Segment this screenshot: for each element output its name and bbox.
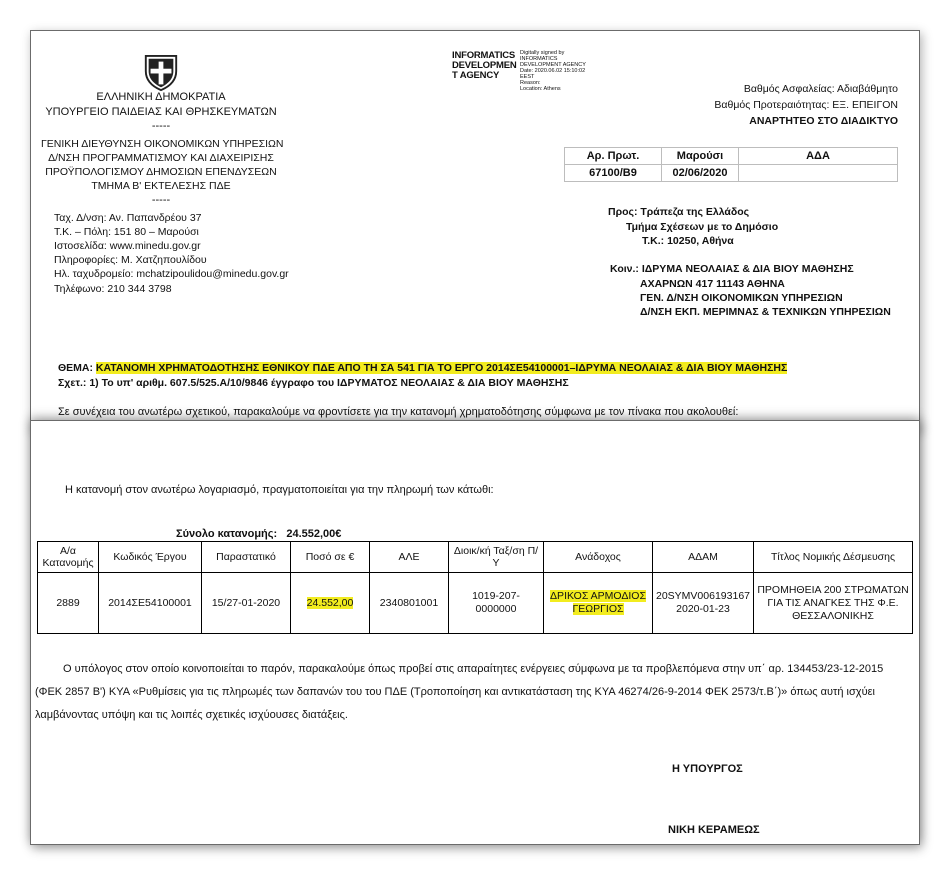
posting-note: ΑΝΑΡΤΗΤΕΟ ΣΤΟ ΔΙΑΔΙΚΤΥΟ [749,115,898,127]
protocol-date: 02/06/2020 [662,165,739,182]
recipient-cc-line: ΑΧΑΡΝΩΝ 417 11143 ΑΘΗΝΑ [640,278,785,290]
recipient-cc-line: ΓΕΝ. Δ/ΝΣΗ ΟΙΚΟΝΟΜΙΚΩΝ ΥΠΗΡΕΣΙΩΝ [640,292,843,304]
commitment-title-cell [754,573,913,634]
amount-value: 24.552,00 [306,596,354,609]
column-header: Ανάδοχος [544,542,653,573]
protocol-number: 67100/Β9 [565,165,662,182]
commitment-title-line: ΠΡΟΜΗΘΕΙΑ 200 ΣΤΡΩΜΑΤΩΝ [757,583,909,596]
protocol-header: Αρ. Πρωτ. [565,148,662,165]
document-page-1 [30,30,920,430]
table-row [38,573,913,634]
digital-signature-stamp [452,51,517,81]
priority-level: Βαθμός Προτεραιότητας: ΕΞ. ΕΠΕΙΓΟΝ [714,99,898,111]
republic-name: ΕΛΛΗΝΙΚΗ ΔΗΜΟΚΡΑΤΙΑ [96,91,226,103]
signer-name: ΝΙΚΗ ΚΕΡΑΜΕΩΣ [668,824,760,836]
commitment-title-line: ΓΙΑ ΤΙΣ ΑΝΑΓΚΕΣ ΤΗΣ Φ.Ε. [767,596,899,609]
subject-line [58,361,787,375]
directorate-line: ΓΕΝΙΚΗ ΔΙΕΥΘΥΝΣΗ ΟΙΚΟΝΟΜΙΚΩΝ ΥΠΗΡΕΣΙΩΝ [41,138,284,150]
signature-title-line: INFORMATICS [452,50,516,61]
document-page-2 [30,420,920,845]
directorate-line: Δ/ΝΣΗ ΠΡΟΓΡΑΜΜΑΤΙΣΜΟΥ ΚΑΙ ΔΙΑΧΕΙΡΙΣΗΣ [48,152,274,164]
contractor-name: ΓΕΩΡΓΙΟΣ [572,603,624,615]
signer-title: Η ΥΠΟΥΡΓΟΣ [672,763,743,775]
recipient-to-postcode: Τ.Κ.: 10250, Αθήνα [642,235,734,247]
signature-title-line: DEVELOPMEN [452,60,517,71]
recipient-cc-line: Δ/ΝΣΗ ΕΚΠ. ΜΕΡΙΜΝΑΣ & ΤΕΧΝΙΚΩΝ ΥΠΗΡΕΣΙΩΝ [640,306,891,318]
signature-detail: EEST [520,74,535,80]
document-ref: 15/27-01-2020 [202,573,291,634]
contact-info: Πληροφορίες: Μ. Χατζηπουλίδου [54,254,207,266]
column-header: Ποσό σε € [291,542,370,573]
contractor-name: ΔΡΙΚΟΣ ΑΡΜΟΔΙΟΣ [550,590,646,602]
intro-paragraph: Σε συνέχεια του ανωτέρω σχετικού, παρακαλούμε να φροντίσετε για την κατανομή χρηματοδότησης σύμφωνα με τον πίνακα που ακολουθεί: [58,406,739,418]
contact-postcode: Τ.Κ. – Πόλη: 151 80 – Μαρούσι [54,226,199,238]
directorate-line: ΠΡΟΫΠΟΛΟΓΙΣΜΟΥ ΔΗΜΟΣΙΩΝ ΕΠΕΝΔΥΣΕΩΝ [45,166,277,178]
signature-detail: DEVELOPMENT AGENCY [520,62,586,68]
security-level: Βαθμός Ασφαλείας: Αδιαβάθμητο [743,83,898,95]
project-code: 2014ΣΕ54100001 [99,573,202,634]
allocation-number: 2889 [38,573,99,634]
directorate-line: ΤΜΗΜΑ Β' ΕΚΤΕΛΕΣΗΣ ΠΔΕ [91,180,231,192]
body-paragraph: Ο υπόλογος στον οποίο κοινοποιείται το παρόν, παρακαλούμε όπως προβεί στις απαραίτητες ενέργειες σύμφωνα με τα προβλεπόμενα στην υπ΄ αρ. 134453/23-12-2015 (ΦΕΚ 2857 Β') ΚΥΑ «Ρυθμίσεις για τις πληρωμές των δαπανών του του ΠΔΕ (Τροποποίηση και αντικατάσταση της ΚΥΑ 46274/26-9-2014 ΦΕΚ 2573/τ.Β΄)» όπως αυτή ισχύει λαμβάνοντας υπόψη και τις λοιπές σχετικές ισχύουσες διατάξεις. [35,663,884,721]
digital-signature-details [520,50,586,92]
greek-coat-of-arms-icon [142,54,180,92]
contractor-cell [544,573,653,634]
ministry-name: ΥΠΟΥΡΓΕΙΟ ΠΑΙΔΕΙΑΣ ΚΑΙ ΘΡΗΣΚΕΥΜΑΤΩΝ [45,106,277,118]
separator: ----- [151,194,171,206]
column-header: Διοικ/κή Ταξ/ση Π/Υ [449,542,544,573]
signature-detail: Location: Athens [520,86,561,92]
subject-text: ΚΑΤΑΝΟΜΗ ΧΡΗΜΑΤΟΔΟΤΗΣΗΣ ΕΘΝΙΚΟΥ ΠΔΕ ΑΠΟ ΤΗ ΣΑ 541 ΓΙΑ ΤΟ ΕΡΓΟ 2014ΣΕ54100001–ΙΔΡΥΜΑ ΝΕΟΛΑΙΑΣ & ΔΙΑ ΒΙΟΥ ΜΑΘΗΣΗΣ [95,362,788,374]
total-allocation [176,527,341,541]
protocol-header: Μαρούσι [662,148,739,165]
allocation-table [37,541,913,634]
signature-title-line: T AGENCY [452,70,500,81]
column-header: Α/α Κατανομής [38,542,99,573]
signature-detail: Reason: [520,80,541,86]
column-header: ΑΛΕ [370,542,449,573]
contact-email: Ηλ. ταχυδρομείο: mchatzipoulidou@minedu.gov.gr [54,268,289,280]
amount-cell [291,573,370,634]
recipient-to: Προς: Τράπεζα της Ελλάδος [608,206,750,218]
protocol-ada [739,165,898,182]
adam-date: 2020-01-23 [676,603,730,615]
budget-code: 1019-207-0000000 [449,573,544,634]
contact-phone: Τηλέφωνο: 210 344 3798 [54,283,172,295]
protocol-header: ΑΔΑ [739,148,898,165]
column-header: ΑΔΑΜ [653,542,754,573]
adam-cell [653,573,754,634]
ale-code: 2340801001 [370,573,449,634]
column-header: Κωδικός Έργου [99,542,202,573]
recipient-to-dept: Τμήμα Σχέσεων με το Δημόσιο [626,221,779,233]
adam-code: 20SYMV006193167 [656,590,750,602]
signature-detail: Digitally signed by [520,50,565,56]
related-document: Σχετ.: 1) Το υπ' αριθμ. 607.5/525.Α/10/9846 έγγραφο του ΙΔΡΥΜΑΤΟΣ ΝΕΟΛΑΙΑΣ & ΔΙΑ ΒΙΟΥ ΜΑΘΗΣΗΣ [58,377,569,389]
signature-detail: Date: 2020.06.02 15:10:02 [520,68,586,74]
allocation-intro: Η κατανομή στον ανωτέρω λογαριασμό, πραγματοποιείται για την πληρωμή των κάτωθι: [65,484,494,496]
column-header: Παραστατικό [202,542,291,573]
total-label: Σύνολο κατανομής: [176,528,278,540]
protocol-table [564,147,898,182]
subject-label: ΘΕΜΑ: [58,362,93,374]
commitment-title-line: ΘΕΣΣΑΛΟΝΙΚΗΣ [792,609,874,622]
signature-detail: INFORMATICS [520,56,558,62]
column-header: Τίτλος Νομικής Δέσμευσης [754,542,913,573]
recipient-cc: Κοιν.: ΙΔΡΥΜΑ ΝΕΟΛΑΙΑΣ & ΔΙΑ ΒΙΟΥ ΜΑΘΗΣΗΣ [610,263,854,275]
contact-website: Ιστοσελίδα: www.minedu.gov.gr [54,240,201,252]
table-header-row [38,542,913,573]
total-value: 24.552,00€ [286,528,342,540]
separator: ----- [151,120,171,132]
contact-address: Ταχ. Δ/νση: Αν. Παπανδρέου 37 [54,212,202,224]
